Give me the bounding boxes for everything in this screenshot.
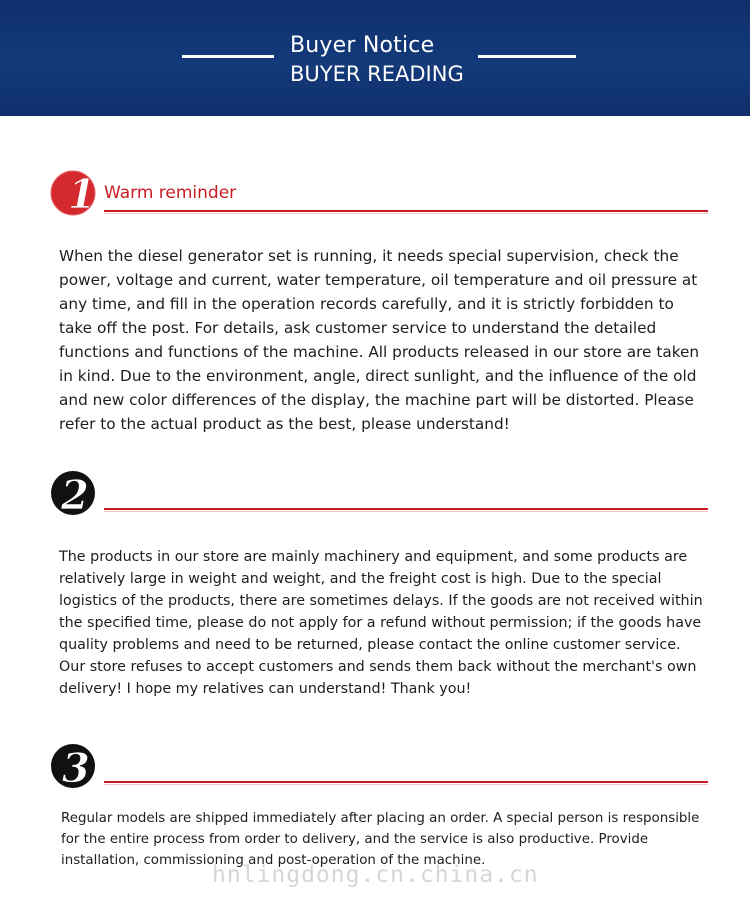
section-3-text: Regular models are shipped immediately after placing an order. A special person is responsible for the entire process from order to delivery, and the service is also productive. Provide installation, commissioning and post-operation of the machine.: [61, 811, 700, 868]
header-subtitle: BUYER READING: [290, 62, 464, 86]
svg-text:2: 2: [61, 472, 89, 516]
section-number-3-icon: [47, 733, 99, 789]
section-number-2-icon: [47, 460, 99, 516]
header-title: Buyer Notice: [290, 33, 435, 58]
section-1-text: When the diesel generator set is running, it needs special supervision, check the power, voltage and current, water temperature, oil temperature and oil pressure at any time, and fill in the operation records carefully, and it is strictly forbidden to take off the post. For details, ask customer service to understand the detailed functions and functions of the machine. All products released in our store are taken in kind. Due to the environment, angle, direct sunlight, and the influence of the old and new color differences of the display, the machine part will be distorted. Please refer to the actual product as the best, please understand!: [59, 247, 700, 433]
section-1-divider: [104, 210, 708, 212]
section-number-1-icon: [49, 160, 101, 216]
svg-text:3: 3: [62, 745, 90, 789]
svg-text:1: 1: [68, 171, 96, 216]
header-left-line: [182, 55, 274, 58]
header-right-line: [478, 55, 576, 58]
section-1-title: Warm reminder: [104, 183, 237, 203]
watermark-text: hnlingdong.cn.china.cn: [212, 862, 539, 888]
section-2-text: The products in our store are mainly machinery and equipment, and some products are relatively large in weight and weight, and the freight cost is high. Due to the special logistics of the products, there are sometimes delays. If the goods are not received within the specified time, please do not apply for a refund without permission; if the goods have quality problems and need to be returned, please contact the online customer service. Our store refuses to accept customers and sends them back without the merchant's own delivery! I hope my relatives can understand! Thank you!: [59, 549, 703, 697]
section-3-divider: [104, 781, 708, 783]
section-2-divider: [104, 508, 708, 510]
notice-header-banner: [0, 0, 750, 116]
